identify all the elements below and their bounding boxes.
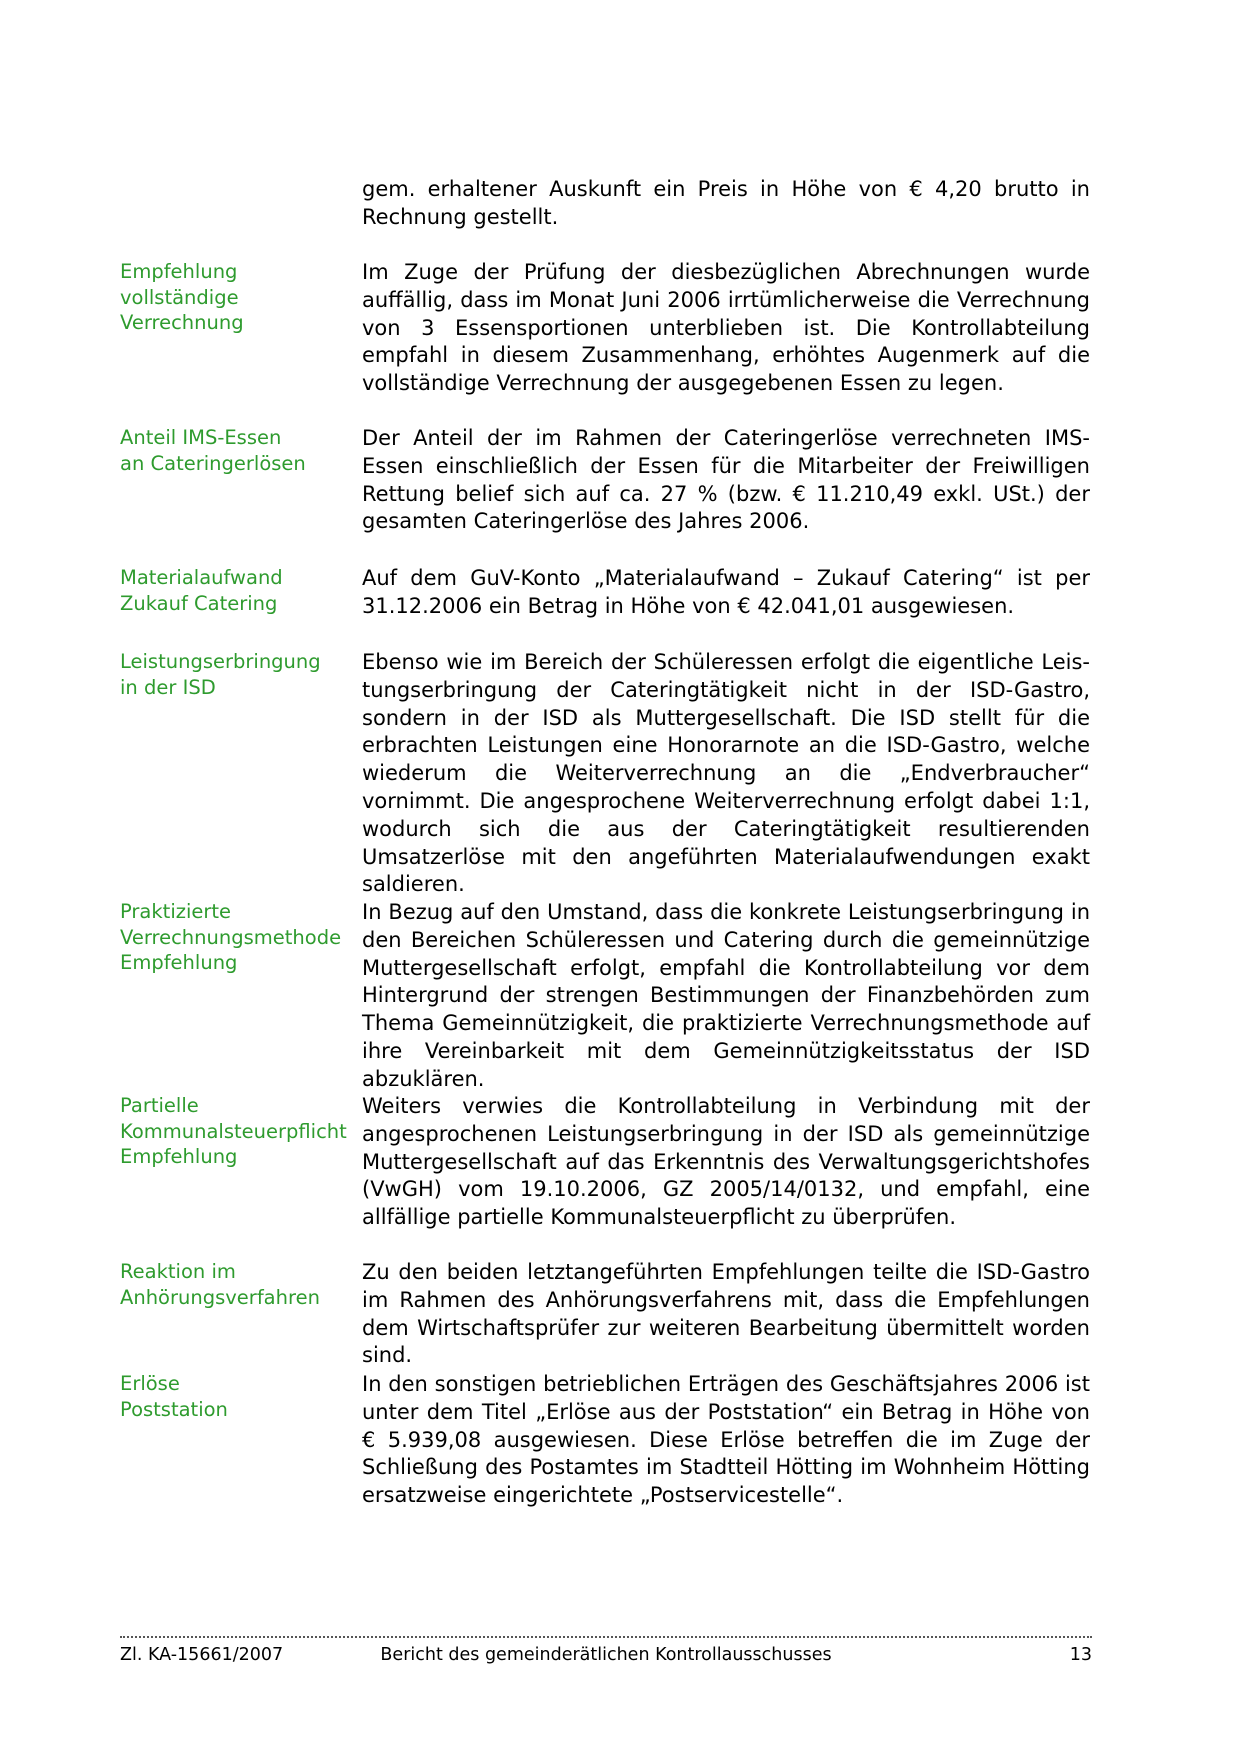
- paragraph: Ebenso wie im Bereich der Schüleressen erfolgt die eigentliche Leistungserbringung der Cateringtätigkeit nicht in der ISD-Gastro, sondern in der ISD als Muttergesellschaft. Die ISD stellt für die erbrachten Leistungen eine Honorarnote an die ISD-Gastro, welche wiederum die Weiterverrechnung an die „Endverbraucher“ vornimmt. Die angesprochene Weiterverrechnung erfolgt dabei 1:1, wodurch sich die aus der Cateringtätigkeit resultierenden Umsatzerlöse mit den angeführten Materialaufwendungen exakt saldieren.: [362, 650, 1090, 897]
- margin-note-line: Empfehlung: [120, 951, 238, 974]
- margin-note-line: Poststation: [120, 1397, 228, 1421]
- margin-note: [120, 425, 350, 476]
- margin-note-line: Partielle: [120, 1094, 199, 1117]
- paragraph: Weiters verwies die Kontrollabteilung in Verbindung mit der angesprochenen Leistungserbringung in der ISD als gemeinnützige Muttergesellschaft auf das Erkenntnis des Verwaltungsgerichtshofes (VwGH) vom 19.10.2006, GZ 2005/14/0132, und empfahl, eine allfällige partielle Kommunalsteuerpflicht zu überprüfen.: [362, 1094, 1090, 1230]
- margin-note: [120, 565, 350, 616]
- margin-note: [120, 1371, 350, 1422]
- paragraph: In den sonstigen betrieblichen Erträgen des Geschäftsjahres 2006 ist unter dem Titel „Erlöse aus der Poststation“ ein Betrag in Höhe von € 5.939,08 ausgewiesen. Diese Erlöse betreffen die im Zuge der Schließung des Postamtes im Stadtteil Hötting im Wohnheim Hötting ersatzweise eingerichtete „Postservicestelle“.: [362, 1372, 1090, 1508]
- margin-note: [120, 899, 350, 976]
- margin-note-line: Verrechnung: [120, 311, 244, 334]
- margin-note-line: Erlöse: [120, 1372, 180, 1395]
- margin-note-line: Materialaufwand: [120, 566, 283, 589]
- footer-report-title: Bericht des gemeinderätlichen Kontrollausschusses: [380, 1645, 832, 1665]
- margin-note-line: Anhörungsverfahren: [120, 1285, 320, 1309]
- paragraph: gem. erhaltener Auskunft ein Preis in Höhe von € 4,20 brutto in Rechnung gestellt.: [362, 177, 1090, 229]
- paragraph: In Bezug auf den Umstand, dass die konkrete Leistungserbringung in den Bereichen Schüleressen und Catering durch die gemeinnützige Muttergesellschaft erfolgt, empfahl die Kontrollabteilung vor dem Hintergrund der strengen Bestimmungen der Finanzbehörden zum Thema Gemeinnützigkeit, die praktizierte Verrechnungsmethode auf ihre Vereinbarkeit mit dem Gemeinnützigkeitsstatus der ISD abzuklären.: [362, 900, 1090, 1091]
- paragraph: Im Zuge der Prüfung der diesbezüglichen Abrechnungen wurde auffällig, dass im Monat Juni 2006 irrtümlicherweise die Verrechnung von 3 Essensportionen unterblieben ist. Die Kontrollabteilung empfahl in diesem Zusammenhang, erhöhtes Augenmerk auf die vollständige Verrechnung der ausgegebenen Essen zu legen.: [362, 260, 1090, 396]
- margin-note: [120, 259, 350, 336]
- margin-note: [120, 649, 350, 700]
- margin-note-line: Praktizierte: [120, 900, 232, 923]
- margin-note: [120, 1093, 350, 1170]
- footer-file-number: Zl. KA-15661/2007: [120, 1645, 284, 1665]
- footer-divider: [120, 1636, 1092, 1638]
- margin-note-line: Anteil IMS-Essen: [120, 426, 282, 449]
- margin-note-line: Empfehlung: [120, 1145, 238, 1168]
- margin-note-line: an Cateringerlösen: [120, 451, 306, 475]
- margin-note-line: Reaktion im: [120, 1260, 236, 1283]
- margin-note-line: Leistungserbringung: [120, 650, 321, 673]
- paragraph: Der Anteil der im Rahmen der Cateringerlöse verrechneten IMS-Essen einschließlich der Essen für die Mitarbeiter der Freiwilligen Rettung belief sich auf ca. 27 % (bzw. € 11.210,49 exkl. USt.) der gesamten Cateringerlöse des Jahres 2006.: [362, 426, 1090, 534]
- paragraph: Zu den beiden letztangeführten Empfehlungen teilte die ISD-Gastro im Rahmen des Anhörungsverfahrens mit, dass die Empfehlungen dem Wirtschaftsprüfer zur weiteren Bearbeitung übermittelt worden sind.: [362, 1260, 1090, 1368]
- paragraph: Auf dem GuV-Konto „Materialaufwand – Zukauf Catering“ ist per 31.12.2006 ein Betrag in Höhe von € 42.041,01 ausgewiesen.: [362, 566, 1090, 618]
- margin-note-line: Verrechnungsmethode: [120, 925, 342, 949]
- margin-note-line: in der ISD: [120, 675, 216, 699]
- margin-note-line: Empfehlung: [120, 260, 238, 283]
- margin-note: [120, 1259, 350, 1310]
- footer-page-number: 13: [1069, 1645, 1092, 1665]
- margin-note-line: vollständige: [120, 285, 239, 309]
- margin-note-line: Kommunalsteuerpflicht: [120, 1119, 347, 1143]
- margin-note-line: Zukauf Catering: [120, 591, 278, 615]
